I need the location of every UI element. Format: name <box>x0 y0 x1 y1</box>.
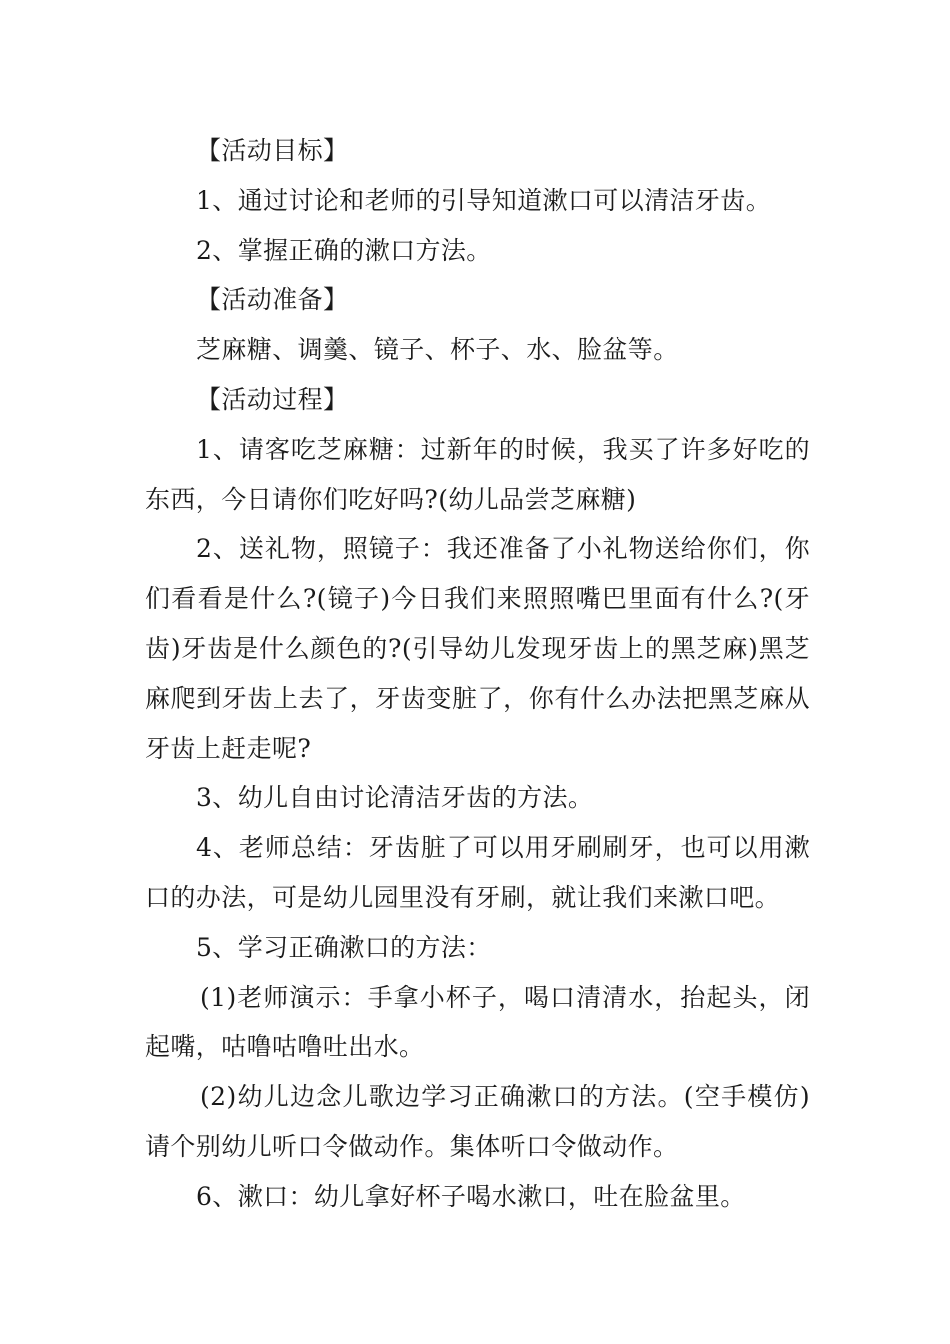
paragraph: 1、请客吃芝麻糖：过新年的时候，我买了许多好吃的东西，今日请你们吃好吗?(幼儿品尝芝麻糖) <box>145 434 810 514</box>
paragraph: 2、送礼物，照镜子：我还准备了小礼物送给你们，你们看看是什么?(镜子)今日我们来照照嘴巴里面有什么?(牙齿)牙齿是什么颜色的?(引导幼儿发现牙齿上的黑芝麻)黑芝麻爬到牙齿上去了，牙齿变脏了，你有什么办法把黑芝麻从牙齿上赶走呢? <box>145 534 810 763</box>
paragraph: 4、老师总结：牙齿脏了可以用牙刷刷牙，也可以用漱口的办法，可是幼儿园里没有牙刷，就让我们来漱口吧。 <box>145 833 810 912</box>
paragraph: 5、学习正确漱口的方法： <box>196 932 492 962</box>
paragraph: 3、幼儿自由讨论清洁牙齿的方法。 <box>196 783 594 813</box>
document-body <box>145 126 810 1222</box>
paragraph: 2、掌握正确的漱口方法。 <box>196 235 492 265</box>
paragraph: 1、通过讨论和老师的引导知道漱口可以清洁牙齿。 <box>196 185 772 215</box>
section-heading-preparation: 【活动准备】 <box>196 285 349 315</box>
paragraph: 6、漱口：幼儿拿好杯子喝水漱口，吐在脸盆里。 <box>196 1181 746 1211</box>
section-heading-goals: 【活动目标】 <box>196 136 349 165</box>
sub-paragraph: (1)老师演示：手拿小杯子，喝口清清水，抬起头，闭起嘴，咕噜咕噜吐出水。 <box>145 982 810 1062</box>
sub-paragraph: (2)幼儿边念儿歌边学习正确漱口的方法。(空手模仿)请个别幼儿听口令做动作。集体听口令做动作。 <box>145 1082 810 1161</box>
section-heading-process: 【活动过程】 <box>196 384 349 414</box>
paragraph: 芝麻糖、调羹、镜子、杯子、水、脸盆等。 <box>196 335 679 365</box>
